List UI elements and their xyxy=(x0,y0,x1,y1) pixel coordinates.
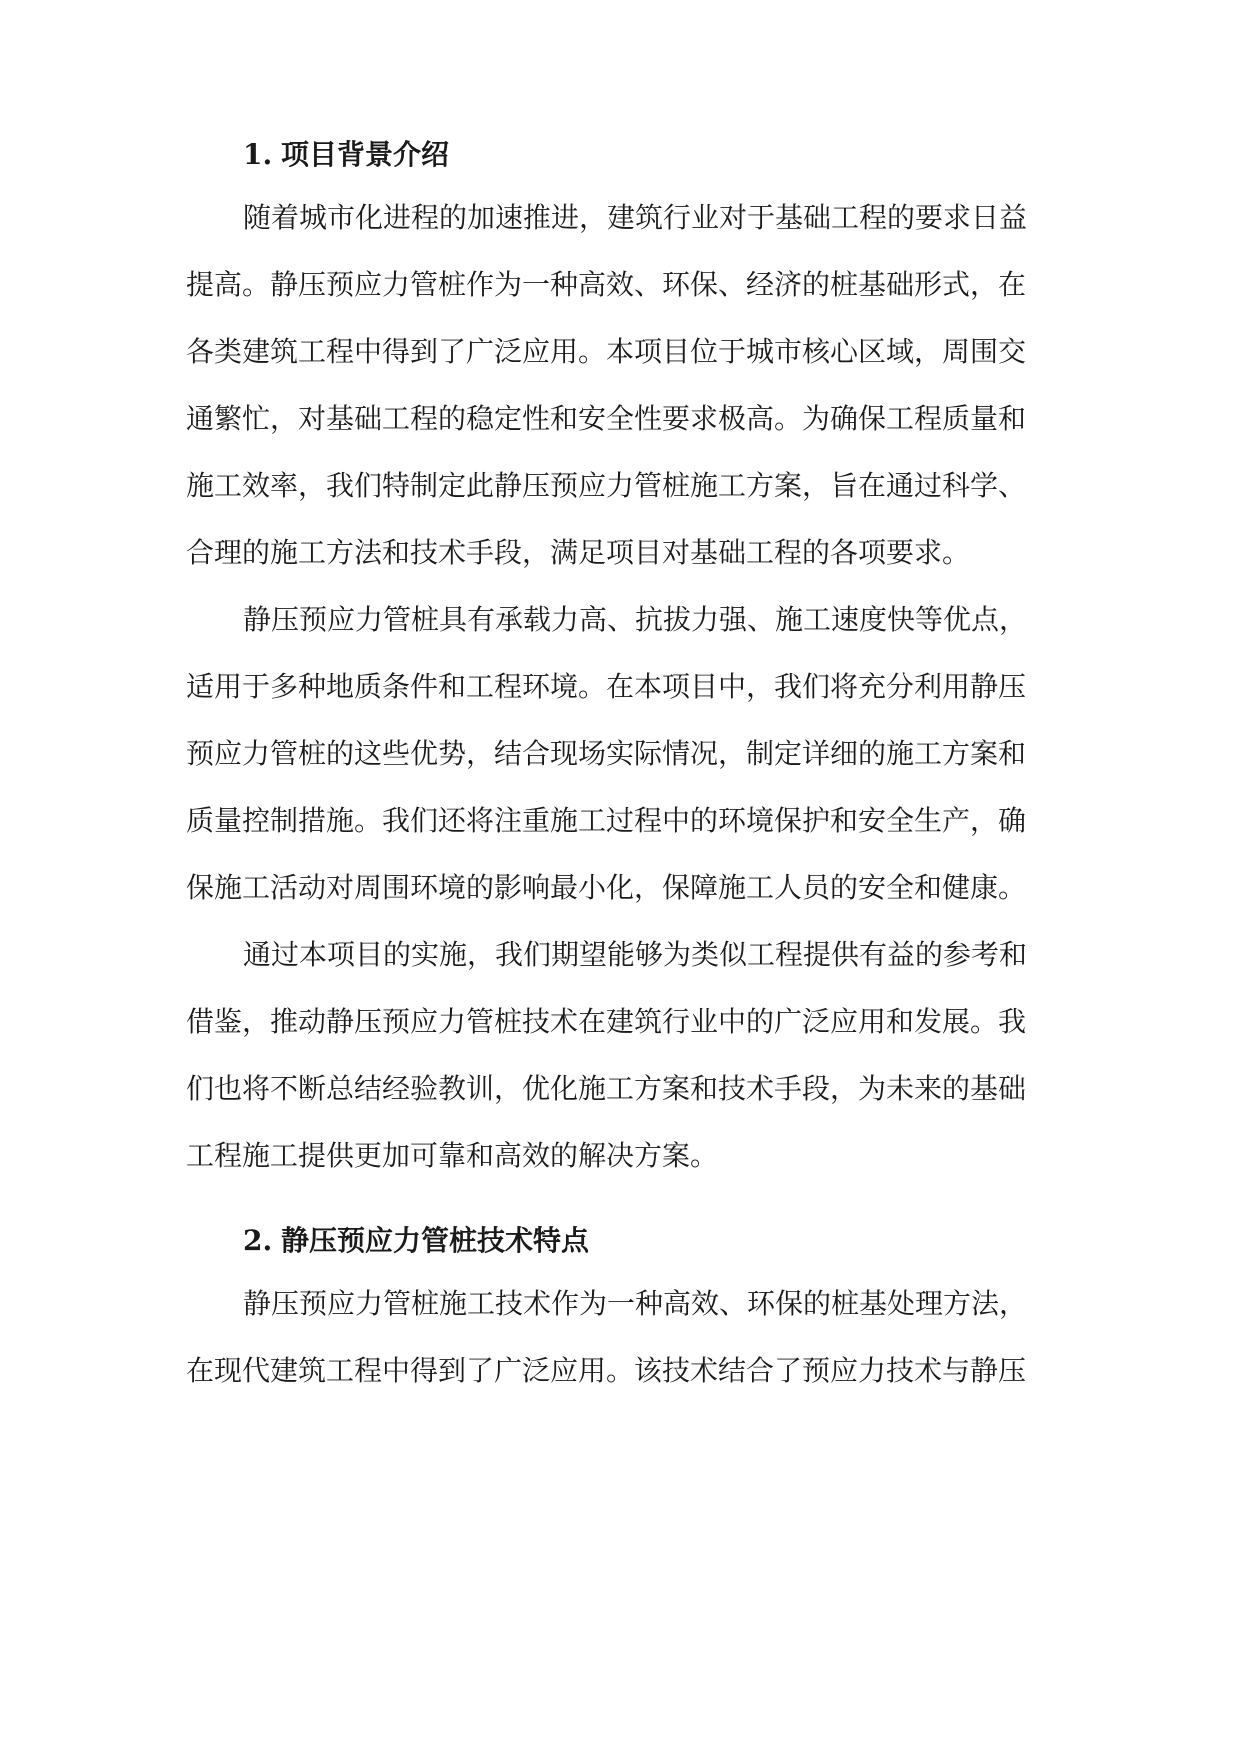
paragraph-line: 各类建筑工程中得到了广泛应用。本项目位于城市核心区域，周围交 xyxy=(186,335,1027,368)
paragraph-line: 静压预应力管桩具有承载力高、抗拔力强、施工速度快等优点， xyxy=(243,603,1028,636)
paragraph-line: 随着城市化进程的加速推进，建筑行业对于基础工程的要求日益 xyxy=(243,201,1028,234)
paragraph-line: 静压预应力管桩施工技术作为一种高效、环保的桩基处理方法， xyxy=(243,1287,1028,1320)
paragraph-line: 工程施工提供更加可靠和高效的解决方案。 xyxy=(186,1139,719,1172)
paragraph-line: 适用于多种地质条件和工程环境。在本项目中，我们将充分利用静压 xyxy=(186,670,1027,703)
paragraph-line: 通过本项目的实施，我们期望能够为类似工程提供有益的参考和 xyxy=(243,938,1028,971)
paragraph-line: 提高。静压预应力管桩作为一种高效、环保、经济的桩基础形式，在 xyxy=(186,268,1027,301)
section-1-title: 项目背景介绍 xyxy=(281,138,450,171)
paragraph-line: 施工效率，我们特制定此静压预应力管桩施工方案，旨在通过科学、 xyxy=(186,469,1027,502)
paragraph-line: 预应力管桩的这些优势，结合现场实际情况，制定详细的施工方案和 xyxy=(186,737,1027,770)
paragraph-line: 在现代建筑工程中得到了广泛应用。该技术结合了预应力技术与静压 xyxy=(186,1354,1027,1387)
paragraph-line: 保施工活动对周围环境的影响最小化，保障施工人员的安全和健康。 xyxy=(186,871,1027,904)
paragraph-line: 质量控制措施。我们还将注重施工过程中的环境保护和安全生产，确 xyxy=(186,804,1027,837)
section-2-number: 2. xyxy=(243,1224,273,1257)
paragraph-line: 通繁忙，对基础工程的稳定性和安全性要求极高。为确保工程质量和 xyxy=(186,402,1027,435)
section-1-number: 1. xyxy=(243,138,273,171)
section-2-title: 静压预应力管桩技术特点 xyxy=(281,1224,590,1257)
paragraph-line: 们也将不断总结经验教训，优化施工方案和技术手段，为未来的基础 xyxy=(186,1072,1027,1105)
section-2-heading xyxy=(243,1223,589,1259)
paragraph-line: 借鉴，推动静压预应力管桩技术在建筑行业中的广泛应用和发展。我 xyxy=(186,1005,1027,1038)
section-1-heading xyxy=(243,137,449,173)
paragraph-line: 合理的施工方法和技术手段，满足项目对基础工程的各项要求。 xyxy=(186,536,971,569)
